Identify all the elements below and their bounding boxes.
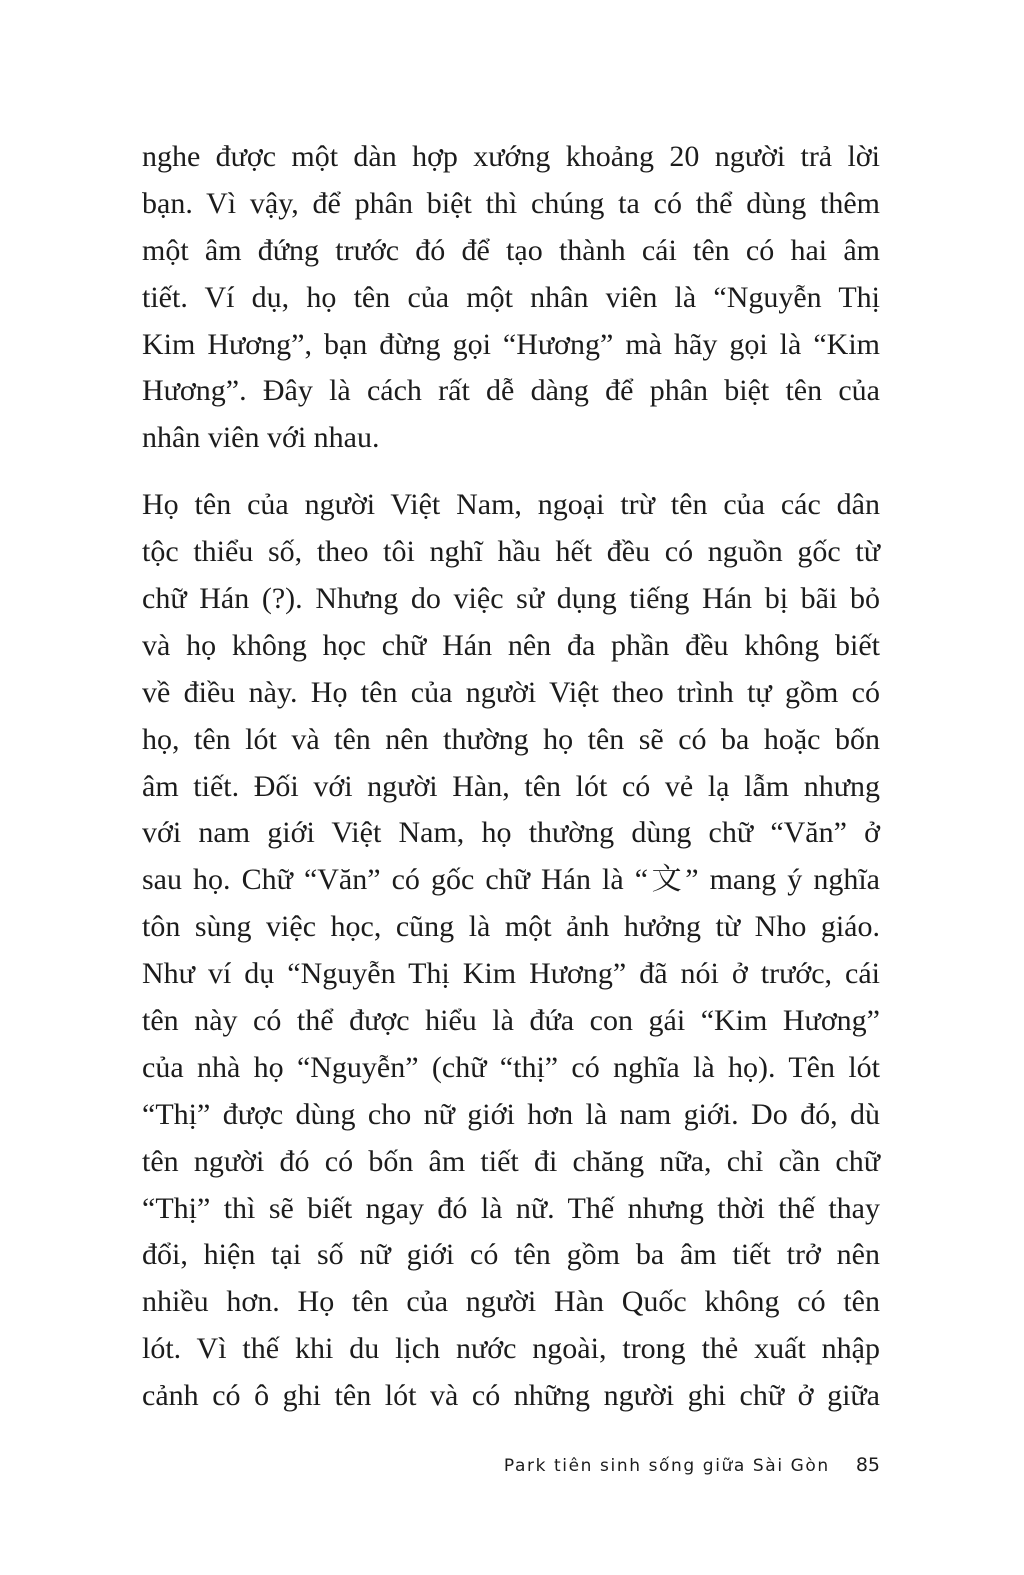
text-line: Như ví dụ “Nguyễn Thị Kim Hương” đã nói ở trước, cái (142, 957, 880, 991)
text-line: tên này có thể được hiểu là đứa con gái “Kim Hương” (142, 1004, 880, 1038)
paragraph-1 (142, 134, 880, 462)
text-line: lót. Vì thế khi du lịch nước ngoài, trong thẻ xuất nhập (142, 1332, 880, 1366)
text-line: cảnh có ô ghi tên lót và có những người ghi chữ ở giữa (142, 1379, 880, 1413)
paragraph-gap (142, 462, 880, 482)
text-line: tiết. Ví dụ, họ tên của một nhân viên là “Nguyễn Thị (142, 280, 880, 314)
text-line: “Thị” được dùng cho nữ giới hơn là nam giới. Do đó, dù (142, 1097, 880, 1131)
text-line: Hương”. Đây là cách rất dễ dàng để phân biệt tên của (142, 374, 880, 408)
text-line: tên người đó có bốn âm tiết đi chăng nữa, chỉ cần chữ (142, 1144, 880, 1178)
page-footer (142, 1454, 880, 1484)
body-text (142, 134, 880, 1420)
text-line: tôn sùng việc học, cũng là một ảnh hưởng từ Nho giáo. (142, 910, 880, 944)
text-line: tộc thiểu số, theo tôi nghĩ hầu hết đều có nguồn gốc từ (142, 535, 880, 569)
text-line: nhân viên với nhau. (142, 421, 380, 455)
text-line: và họ không học chữ Hán nên đa phần đều không biết (142, 628, 880, 662)
text-line: “Thị” thì sẽ biết ngay đó là nữ. Thế nhưng thời thế thay (142, 1191, 880, 1225)
text-line: đổi, hiện tại số nữ giới có tên gồm ba âm tiết trở nên (142, 1238, 880, 1272)
text-line: chữ Hán (?). Nhưng do việc sử dụng tiếng Hán bị bãi bỏ (142, 582, 880, 616)
text-line: với nam giới Việt Nam, họ thường dùng chữ “Văn” ở (142, 816, 880, 850)
page-number: 85 (855, 1454, 880, 1476)
text-line: về điều này. Họ tên của người Việt theo trình tự gồm có (142, 675, 880, 709)
text-line: sau họ. Chữ “Văn” có gốc chữ Hán là “文” mang ý nghĩa (142, 863, 880, 897)
text-line: một âm đứng trước đó để tạo thành cái tên có hai âm (142, 233, 880, 267)
text-line: họ, tên lót và tên nên thường họ tên sẽ có ba hoặc bốn (142, 722, 880, 756)
text-line: bạn. Vì vậy, để phân biệt thì chúng ta có thể dùng thêm (142, 186, 880, 220)
running-title: Park tiên sinh sống giữa Sài Gòn (503, 1456, 830, 1476)
text-line: Họ tên của người Việt Nam, ngoại trừ tên của các dân (142, 488, 880, 522)
text-line: âm tiết. Đối với người Hàn, tên lót có vẻ lạ lẫm nhưng (142, 769, 880, 803)
text-line: nghe được một dàn hợp xướng khoảng 20 người trả lời (142, 140, 880, 173)
paragraph-2 (142, 482, 880, 1420)
text-line: Kim Hương”, bạn đừng gọi “Hương” mà hãy gọi là “Kim (142, 327, 880, 361)
text-line: nhiều hơn. Họ tên của người Hàn Quốc không có tên (142, 1285, 880, 1319)
text-line: của nhà họ “Nguyễn” (chữ “thị” có nghĩa là họ). Tên lót (142, 1050, 880, 1084)
